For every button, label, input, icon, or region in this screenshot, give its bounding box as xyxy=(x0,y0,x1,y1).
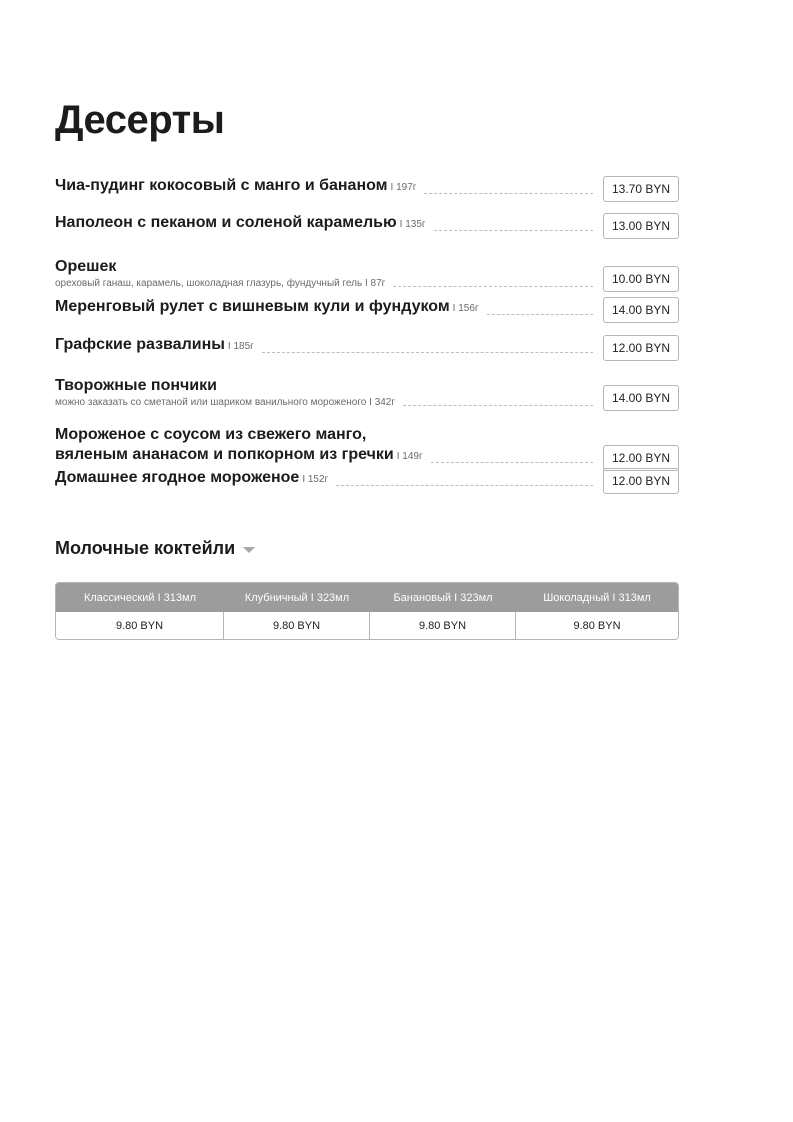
menu-item-name-text: Меренговый рулет с вишневым кули и фундуком xyxy=(55,298,450,315)
menu-item-weight: I 135г xyxy=(399,219,426,230)
menu-item-name xyxy=(55,468,328,490)
menu-item-name-line xyxy=(55,176,416,198)
table-price-cell: 9.80 BYN xyxy=(56,612,224,639)
dotted-leader xyxy=(262,352,593,353)
menu-item-name xyxy=(55,257,385,277)
menu-item-name-text: Наполеон с пеканом и соленой карамелью xyxy=(55,214,397,231)
menu-item-body xyxy=(55,468,328,490)
menu-item-body xyxy=(55,257,385,290)
menu-item-name xyxy=(55,335,254,357)
menu-item-name xyxy=(55,213,426,235)
menu-item-name-text: Домашнее ягодное мороженое xyxy=(55,469,300,486)
dotted-leader xyxy=(403,405,593,406)
milkshakes-table xyxy=(55,582,679,640)
menu-item-description: можно заказать со сметаной или шариком ванильного мороженого I 342г xyxy=(55,397,396,408)
menu-item-body xyxy=(55,176,416,198)
menu-item-text xyxy=(55,176,603,198)
table-price-cell: 9.80 BYN xyxy=(573,619,621,632)
menu-item-name-text: Чиа-пудинг кокосовый с манго и бананом xyxy=(55,177,388,194)
menu-item-body xyxy=(55,335,254,357)
menu-item-price: 13.70 BYN xyxy=(603,176,679,202)
menu-item-price: 12.00 BYN xyxy=(603,445,679,471)
menu-item xyxy=(55,257,679,290)
menu-item xyxy=(55,468,679,490)
table-header-row xyxy=(56,583,678,612)
menu-item-description: ореховый ганаш, карамель, шоколадная глазурь, фундучный гель I 87г xyxy=(55,278,386,289)
dotted-leader xyxy=(434,230,593,231)
dotted-leader xyxy=(431,462,593,463)
menu-item-body xyxy=(55,297,479,319)
menu-item-weight: I 156г xyxy=(452,303,479,314)
menu-item xyxy=(55,425,679,467)
menu-item-name-line: Мороженое с соусом из свежего манго, xyxy=(55,426,367,443)
menu-item-body xyxy=(55,425,423,467)
menu-item-body xyxy=(55,213,426,235)
menu-item-name-line xyxy=(55,445,423,467)
menu-item-text xyxy=(55,376,603,409)
menu-item-body xyxy=(55,376,395,409)
table-header-cell: Классический I 313мл xyxy=(83,591,197,604)
menu-item-text xyxy=(55,213,603,235)
menu-item xyxy=(55,297,679,319)
menu-item-name xyxy=(55,176,416,198)
menu-item-price: 14.00 BYN xyxy=(603,385,679,411)
menu-item-name-line xyxy=(55,335,254,357)
page-title: Десерты xyxy=(55,98,225,142)
dotted-leader xyxy=(487,314,593,315)
menu-item-price: 13.00 BYN xyxy=(603,213,679,239)
menu-item xyxy=(55,376,679,409)
menu-item xyxy=(55,213,679,235)
menu-item-price: 12.00 BYN xyxy=(603,468,679,494)
menu-item-name xyxy=(55,425,423,467)
dotted-leader xyxy=(336,485,593,486)
menu-item-text xyxy=(55,335,603,357)
menu-item-weight: I 149г xyxy=(396,451,423,462)
milkshakes-title-text: Молочные коктейли xyxy=(55,538,236,558)
menu-item-text xyxy=(55,297,603,319)
menu-item-price: 10.00 BYN xyxy=(603,266,679,292)
menu-item-price: 14.00 BYN xyxy=(603,297,679,323)
menu-item-text xyxy=(55,425,603,467)
table-price-cell: 9.80 BYN xyxy=(370,612,516,639)
table-header-cell: Банановый I 323мл xyxy=(393,591,493,604)
menu-item-name-line xyxy=(55,213,426,235)
table-row xyxy=(56,612,678,639)
chevron-down-icon[interactable] xyxy=(243,547,255,553)
menu-item-name-line xyxy=(55,297,479,319)
menu-item-weight: I 185г xyxy=(227,341,254,352)
menu-item-price: 12.00 BYN xyxy=(603,335,679,361)
table-header-cell: Шоколадный I 313мл xyxy=(543,591,651,604)
dotted-leader xyxy=(424,193,593,194)
menu-item-name-line: Орешек xyxy=(55,258,117,275)
dotted-leader xyxy=(393,286,593,287)
menu-item xyxy=(55,335,679,357)
table-header-cell: Клубничный I 323мл xyxy=(244,591,350,604)
menu-item-name xyxy=(55,297,479,319)
menu-item-name-text: Графские развалины xyxy=(55,336,225,353)
milkshakes-section-title[interactable] xyxy=(55,538,255,559)
menu-item-name-line: Творожные пончики xyxy=(55,377,217,394)
table-price-cell: 9.80 BYN xyxy=(224,612,370,639)
menu-item xyxy=(55,176,679,198)
menu-item-name-text: вяленым ананасом и попкорном из гречки xyxy=(55,446,394,463)
menu-item-weight: I 197г xyxy=(390,182,417,193)
menu-item-name-line xyxy=(55,468,328,490)
menu-item-weight: I 152г xyxy=(302,474,329,485)
menu-item-text xyxy=(55,257,603,290)
menu-item-name xyxy=(55,376,395,396)
menu-item-text xyxy=(55,468,603,490)
